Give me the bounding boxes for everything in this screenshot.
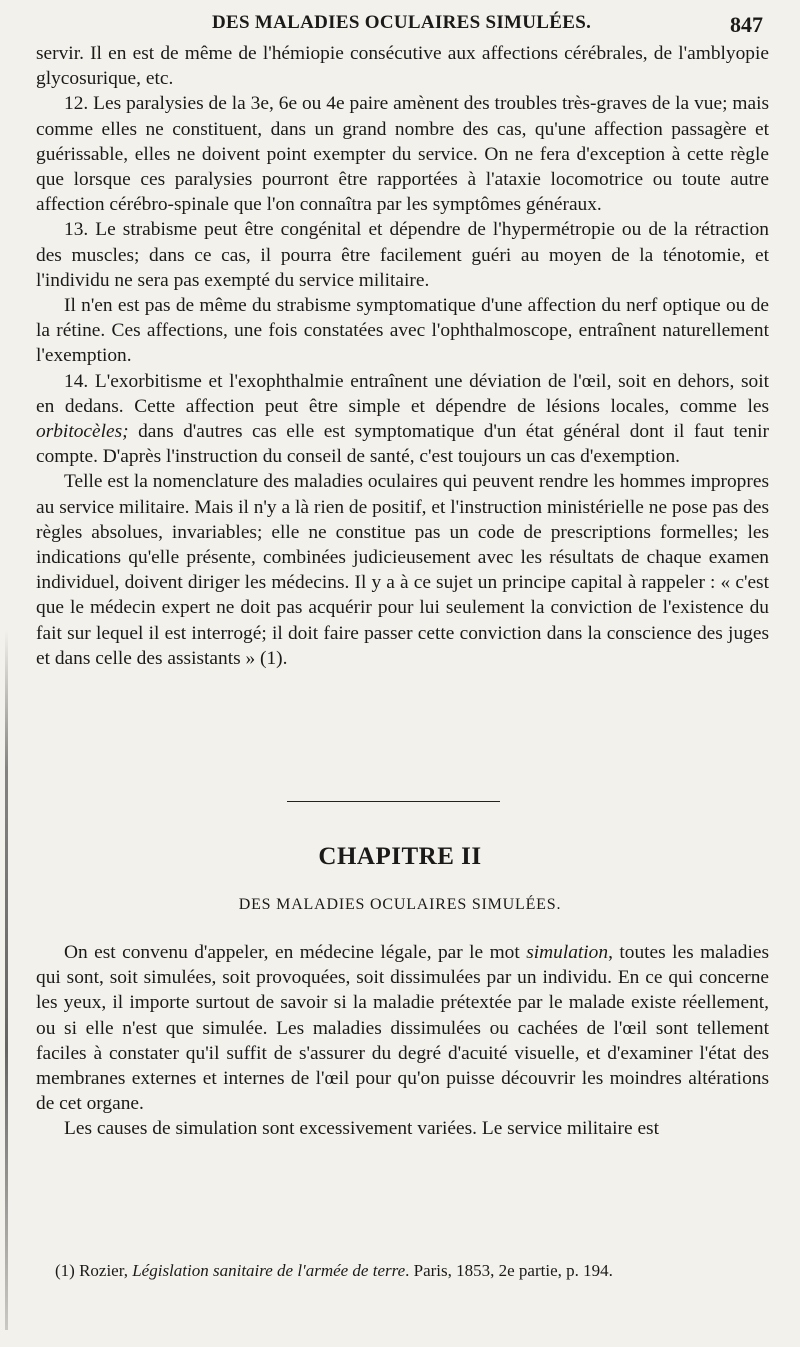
paragraph-simulation-text-a: On est convenu d'appeler, en médecine légale, par le mot bbox=[64, 942, 527, 963]
running-title: DES MALADIES OCULAIRES SIMULÉES. bbox=[212, 12, 592, 33]
body-section-1 bbox=[36, 41, 769, 671]
page-number: 847 bbox=[730, 12, 763, 37]
paragraph-13-strabisme: 13. Le strabisme peut être congénital et dépendre de l'hypermétropie ou de la rétraction des muscles; dans ce cas, il pourra être facilement guéri au moyen de la ténotomie, et l'individu ne sera pas exempté du service militaire. bbox=[36, 219, 769, 291]
chapter-title: CHAPITRE II bbox=[318, 843, 482, 870]
section-divider bbox=[287, 801, 500, 802]
paragraph-strabisme-symptomatique: Il n'en est pas de même du strabisme symptomatique d'une affection du nerf optique ou de la rétine. Ces affections, une fois constatées avec l'ophthalmoscope, entraînent naturellement l'exemption. bbox=[36, 295, 769, 367]
paragraph-14-text-a: 14. L'exorbitisme et l'exophthalmie entraînent une déviation de l'œil, soit en dehors, soit en dedans. Cette affection peut être simple et dépendre de lésions locales, comme les bbox=[36, 370, 769, 417]
page-header bbox=[0, 12, 800, 44]
paragraph-12-paralysies: 12. Les paralysies de la 3e, 6e ou 4e paire amènent des troubles très-graves de la vue; mais comme elles ne constituent, dans un grand nombre des cas, qu'une affection passagère et guérissable, elles ne doivent point exempter du service. On ne fera d'exception à cette règle que lorsque ces paralysies pourront être rapportées à l'ataxie locomotrice ou toute autre affection cérébro-spinale que l'on connaîtra par les symptômes généraux. bbox=[36, 93, 769, 216]
chapter-subtitle: DES MALADIES OCULAIRES SIMULÉES. bbox=[238, 896, 562, 913]
paragraph-14-exorbitisme bbox=[36, 369, 769, 470]
footnote-marker: (1) Rozier, bbox=[55, 1261, 133, 1280]
paragraph-14-italic: orbitocèles; bbox=[36, 421, 129, 443]
body-section-2 bbox=[36, 940, 769, 1142]
paragraph-simulation-italic: simulation bbox=[526, 942, 609, 963]
footnote bbox=[55, 1260, 775, 1282]
paragraph-nomenclature: Telle est la nomenclature des maladies oculaires qui peuvent rendre les hommes impropres au service militaire. Mais il n'y a là rien de positif, et l'instruction ministérielle ne pose pas des règles absolues, invariables; elle ne constitue pas un code de prescriptions formelles; les indications qu'elle présente, combinées judicieusement avec les résultats de chaque examen individuel, doivent diriger les médecins. Il y a à ce sujet un principe capital à rappeler : « c'est que le médecin expert ne doit pas acquérir pour lui seulement la conviction de l'existence du fait sur lequel il est interrogé; il doit faire passer cette conviction dans la conscience des juges et dans celle des assistants » (1). bbox=[36, 471, 769, 669]
paragraph-causes: Les causes de simulation sont excessivement variées. Le service militaire est bbox=[64, 1118, 659, 1140]
paragraph-simulation bbox=[36, 940, 769, 1116]
page-edge-shadow bbox=[5, 630, 8, 1330]
footnote-rest: . Paris, 1853, 2e partie, p. 194. bbox=[405, 1261, 613, 1280]
paragraph-simulation-text-b: , toutes les maladies qui sont, soit simulées, soit provoquées, soit dissimulées par un individu. En ce qui concerne les yeux, il importe surtout de savoir si la maladie prétextée par le malade existe réellement, ou si elle n'est que simulée. Les maladies dissimulées ou cachées de l'œil sont tellement faciles à constater qu'il suffit de s'assurer du degré d'acuité visuelle, et d'examiner l'état des membranes externes et internes de l'œil pour qu'on puisse découvrir les moindres altérations de cet organe. bbox=[36, 942, 769, 1115]
paragraph-hemiopie: servir. Il en est de même de l'hémiopie consécutive aux affections cérébrales, de l'amblyopie glycosurique, etc. bbox=[36, 43, 769, 90]
paragraph-14-text-b: dans d'autres cas elle est symptomatique d'un état général dont il faut tenir compte. D'après l'instruction du conseil de santé, c'est toujours un cas d'exemption. bbox=[36, 421, 769, 468]
footnote-italic-title: Législation sanitaire de l'armée de terre bbox=[132, 1261, 406, 1280]
